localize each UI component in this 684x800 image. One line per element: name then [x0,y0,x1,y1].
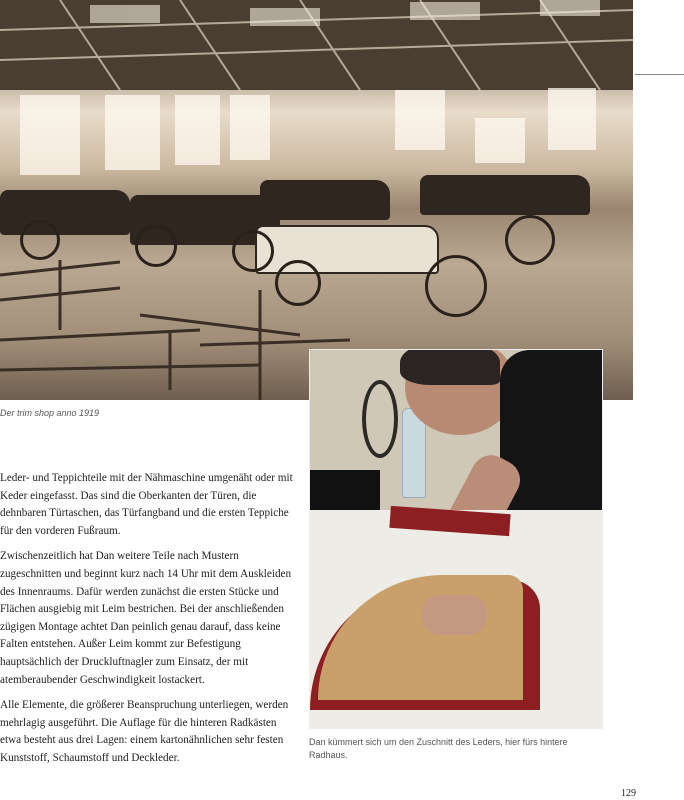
bottom-photo-caption: Dan kümmert sich um den Zuschnitt des Leders, hier fürs hintere Radhaus. [309,737,568,760]
page-number: 129 [621,788,636,799]
wall-wheel-decoration [362,380,398,458]
worker-hand [422,595,487,635]
body-text-column [0,470,294,776]
paragraph: Zwischenzeitlich hat Dan weitere Teile nach Mustern zugeschnitten und beginnt kurz nach 14 Uhr mit dem Auskleiden des Innenraums. Dafür werden zunächst die ersten Stücke und Flächen ausgiebig mit Leim bestrichen. Bei der anschließenden zügigen Montage achtet Dan peinlich genau darauf, dass keine Falten entstehen. Außer Leim kommt zur Befestigung hauptsächlich der Druckluftnagler zum Einsatz, der mit atemberaubender Geschwindigkeit lostackert. [0,550,292,686]
paragraph: Leder- und Teppichteile mit der Nähmaschine umgenäht oder mit Keder eingefasst. Das sind die Oberkanten der Türen, die dehnbaren Türtaschen, das Türfangband und die ersten Teppiche für den vorderen Fußraum. [0,472,293,537]
historic-trim-shop-photo [0,0,633,400]
upholsterer-cutting-leather-photo [309,349,603,729]
worker-hair [400,349,500,385]
decorative-rule [635,74,684,75]
top-photo-caption: Der trim shop anno 1919 [0,408,100,418]
chassis-frames-graphic [0,0,633,400]
paragraph: Alle Elemente, die größerer Beanspruchung unterliegen, werden mehrlagig ausgeführt. Die Auflage für die hinteren Radkästen etwa besteht aus drei Lagen: einem kartonähnlichen sehr festen Kunststoff, Schaumstoff und Deckleder. [0,699,289,764]
